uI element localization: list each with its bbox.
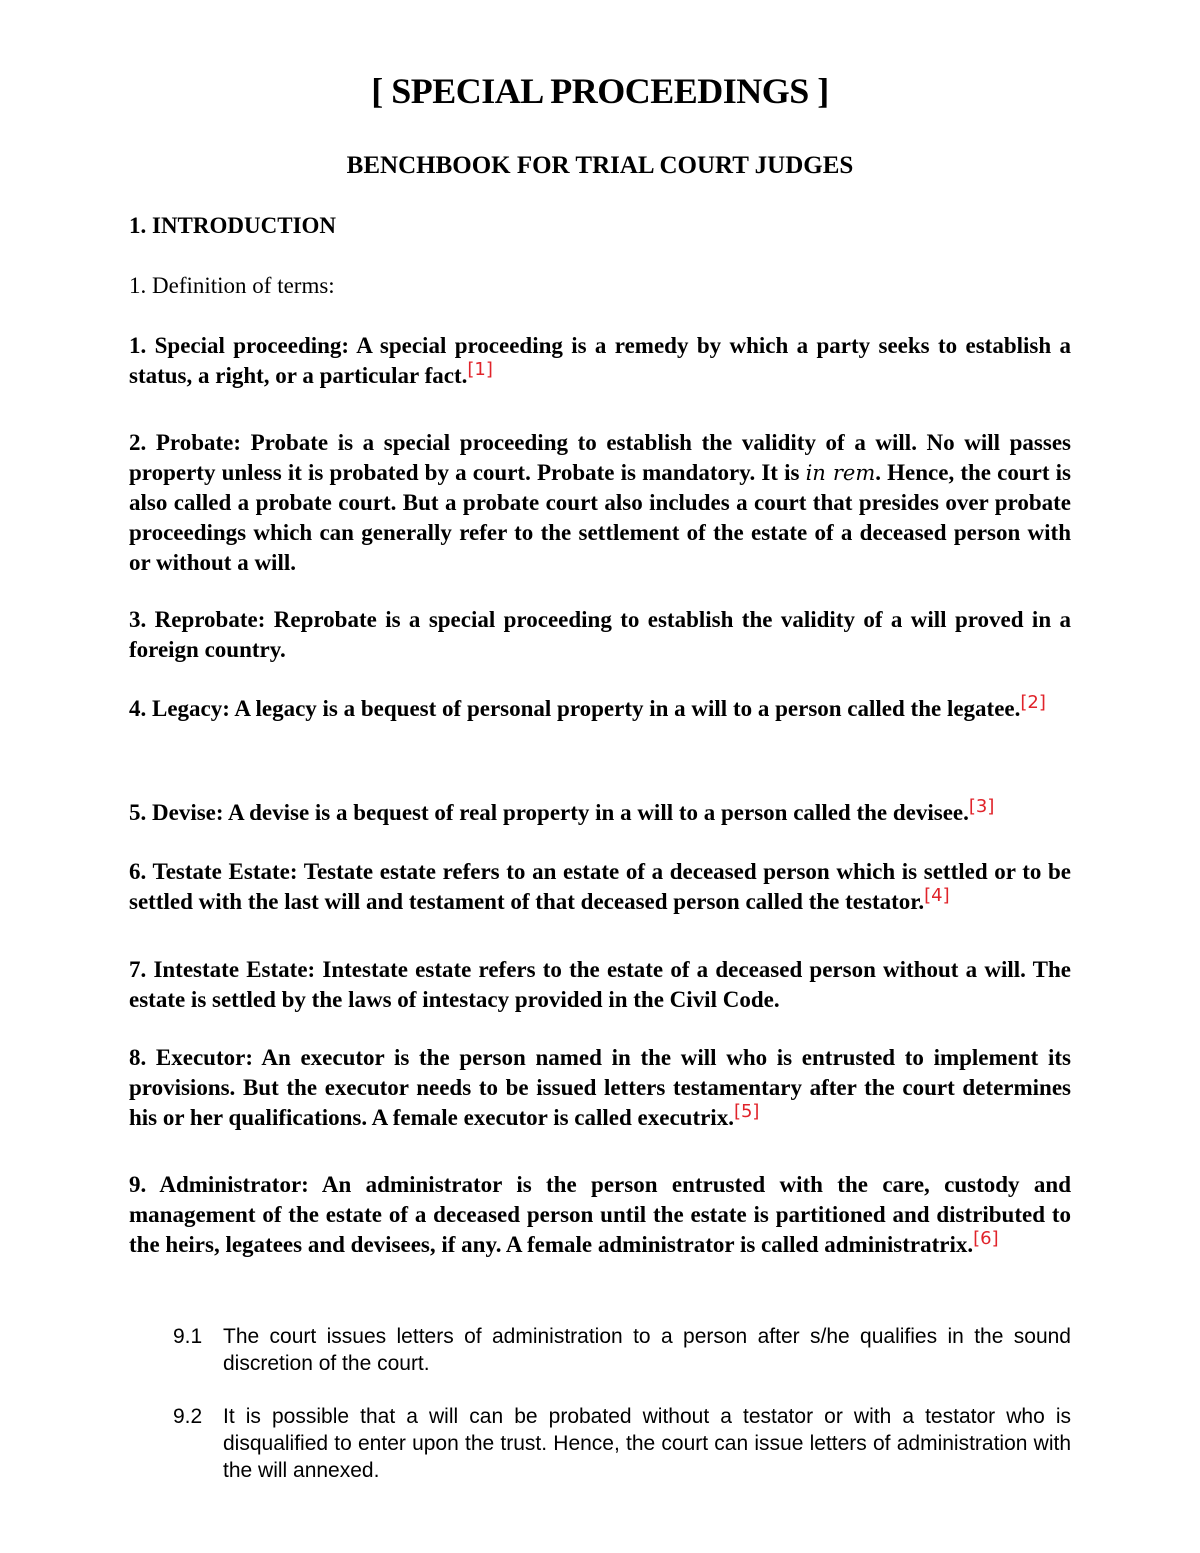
definition-administrator: 9. Administrator: An administrator is the person entrusted with the care, custody and management of the estate of a deceased person until the estate is partitioned and distributed to the heirs, legatees and devisees, if any. A female administrator is called administratrix.[6] [129, 1172, 1071, 1257]
footnote-link[interactable]: [5] [733, 1101, 760, 1122]
definition-testate-estate: 6. Testate Estate: Testate estate refers to an estate of a deceased person which is settled or to be settled with the last will and testament of that deceased person called the testator.[4] [129, 859, 1071, 914]
document-title: [ SPECIAL PROCEEDINGS ] [371, 71, 829, 111]
definition-executor: 8. Executor: An executor is the person named in the will who is entrusted to implement its provisions. But the executor needs to be issued letters testamentary after the court determines his or her qualifications. A female executor is called executrix.[5] [129, 1045, 1071, 1130]
footnote-link[interactable]: [4] [924, 885, 950, 906]
footnote-link[interactable]: [6] [973, 1228, 999, 1249]
definition-probate: 2. Probate: Probate is a special proceeding to establish the validity of a will. No will passes property unless it is probated by a court. Probate is mandatory. It is in rem. Hence, the court is also called a probate court. But a probate court also includes a court that presides over probate proceedings which can generally refer to the settlement of the estate of a deceased person with or without a will. [129, 430, 1071, 575]
emphasis: in rem [805, 461, 876, 485]
section-heading: 1. INTRODUCTION [129, 213, 337, 238]
definition-devise: 5. Devise: A devise is a bequest of real property in a will to a person called the devisee.[3] [129, 796, 995, 825]
definition-legacy: 4. Legacy: A legacy is a bequest of personal property in a will to a person called the legatee.[2] [129, 692, 1046, 721]
list-item [173, 1403, 1071, 1484]
subsection-heading: 1. Definition of terms: [129, 273, 335, 298]
definition-reprobate: 3. Reprobate: Reprobate is a special proceeding to establish the validity of a will proved in a foreign country. [129, 607, 1071, 662]
list-item-text: The court issues letters of administration to a person after s/he qualifies in the sound discretion of the court. [223, 1325, 1071, 1375]
footnote-link[interactable]: [3] [968, 796, 995, 817]
definition-intestate-estate: 7. Intestate Estate: Intestate estate refers to the estate of a deceased person without a will. The estate is settled by the laws of intestacy provided in the Civil Code. [129, 957, 1071, 1012]
list-item-number: 9.1 [173, 1325, 203, 1348]
definition-special-proceeding: 1. Special proceeding: A special proceeding is a remedy by which a party seeks to establish a status, a right, or a particular fact.[1] [129, 333, 1071, 388]
list-item-number: 9.2 [173, 1405, 203, 1428]
list-item-text: It is possible that a will can be probated without a testator or with a testator who is disqualified to enter upon the trust. Hence, the court can issue letters of administration with the will annexed. [223, 1405, 1071, 1482]
document-subtitle: BENCHBOOK FOR TRIAL COURT JUDGES [346, 152, 854, 179]
list-item [173, 1323, 1071, 1377]
footnote-link[interactable]: [2] [1020, 692, 1046, 713]
footnote-link[interactable]: [1] [467, 359, 493, 380]
